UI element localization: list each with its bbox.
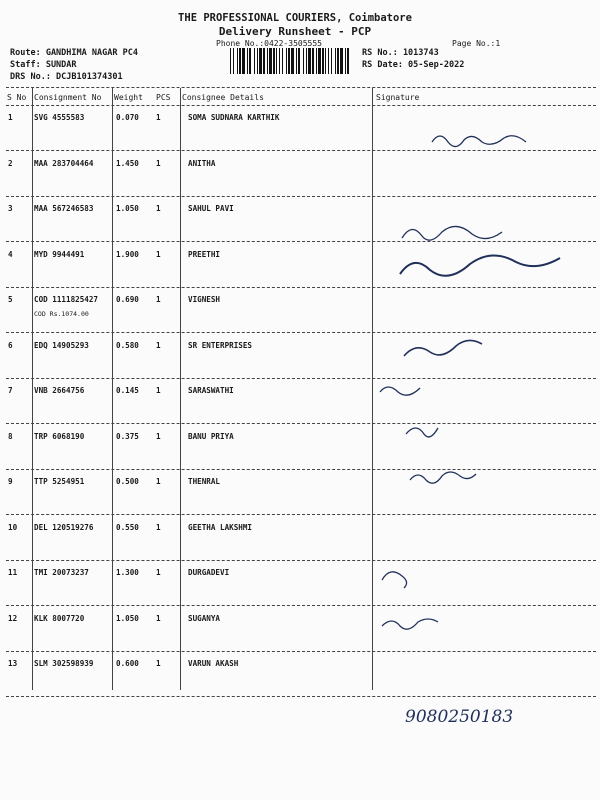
staff-label: Staff: SUNDAR <box>10 60 77 70</box>
barcode <box>230 48 355 74</box>
col-consignee: Consignee Details <box>182 93 264 102</box>
barcode-bar <box>279 48 280 74</box>
row-consignee: VARUN AKASH <box>188 659 239 668</box>
page-number: Page No.:1 <box>452 39 501 48</box>
barcode-bar <box>291 48 294 74</box>
barcode-bar <box>312 48 314 74</box>
rs-number: RS No.: 1013743 <box>362 48 439 58</box>
row-pcs: 1 <box>156 522 161 532</box>
column-line <box>112 88 113 690</box>
company-title: THE PROFESSIONAL COURIERS, Coimbatore <box>178 12 412 24</box>
barcode-bar <box>230 48 231 74</box>
row-pcs: 1 <box>156 568 161 577</box>
row-sno: 13 <box>8 659 18 668</box>
phone-number: Phone No.:0422-3505555 <box>216 39 322 48</box>
row-sno: 11 <box>8 568 18 577</box>
barcode-bar <box>263 48 265 74</box>
col-weight: Weight <box>114 93 143 102</box>
barcode-bar <box>269 48 272 74</box>
row-consignment: MYD 9944491 <box>34 249 85 259</box>
col-pcs: PCS <box>156 93 171 102</box>
col-sno: S No <box>7 93 27 102</box>
row-pcs: 1 <box>156 113 161 122</box>
barcode-bar <box>254 48 255 74</box>
row-consignment: TMI 20073237 <box>34 568 89 577</box>
row-pcs: 1 <box>156 204 161 213</box>
signature-10-name: Geetha Lakshmi <box>382 539 514 558</box>
barcode-bar <box>298 48 300 74</box>
scribble <box>432 136 526 147</box>
barcode-bar <box>247 48 248 74</box>
barcode-bar <box>306 48 307 74</box>
row-weight: 1.300 <box>116 568 139 577</box>
signature-3: 9629889250 <box>462 210 552 226</box>
barcode-bar <box>267 48 268 74</box>
column-line <box>180 88 181 690</box>
signature-12: 8940008764 <box>400 630 490 646</box>
barcode-bar <box>276 48 277 74</box>
row-sno: 10 <box>8 522 18 532</box>
scribble <box>404 340 482 356</box>
scribble <box>380 387 420 395</box>
row-weight: 0.580 <box>116 340 139 350</box>
row-consignee: SUGANYA <box>188 613 221 623</box>
row-consignment: MAA 567246583 <box>34 204 94 213</box>
barcode-bar <box>286 48 287 74</box>
barcode-bar <box>345 48 346 74</box>
row-sno: 12 <box>8 613 18 623</box>
divider <box>6 87 596 88</box>
signature-6: 9786662026 <box>462 341 526 352</box>
row-consignment: KLK 8007720 <box>34 613 85 623</box>
row-sno: 2 <box>8 158 13 168</box>
row-consignee: VIGNESH <box>188 295 221 304</box>
barcode-bar <box>337 48 339 74</box>
signature-2-name: Anitha <box>386 161 453 185</box>
barcode-bar <box>347 48 349 74</box>
row-consignment: SLM 302598939 <box>34 659 94 668</box>
signature-8: 9003646662 <box>458 438 548 454</box>
signature-10-phone: 97906 27632 <box>424 515 538 535</box>
row-sno: 1 <box>8 113 13 122</box>
signature-11: 05/09/22 - 8056358746 <box>412 573 554 587</box>
barcode-bar <box>242 48 245 74</box>
row-pcs: 1 <box>156 431 161 441</box>
row-pcs: 1 <box>156 386 161 395</box>
route-label: Route: GANDHIMA NAGAR PC4 <box>10 48 138 58</box>
runsheet-title: Delivery Runsheet - PCP <box>218 25 372 38</box>
row-sno: 8 <box>8 431 13 441</box>
row-weight: 0.600 <box>116 659 139 668</box>
row-weight: 0.145 <box>116 386 139 395</box>
row-consignment: COD 1111825427 <box>34 295 99 304</box>
barcode-bar <box>273 48 275 74</box>
drs-number: DRS No.: DCJB101374301 <box>10 72 123 82</box>
footer-phone: 9080250183 <box>405 707 514 727</box>
barcode-bar <box>249 48 251 74</box>
signature-5: R. Hey 9629922696 <box>382 304 524 320</box>
row-pcs: 1 <box>156 613 161 623</box>
row-consignment: DEL 120519276 <box>34 522 94 532</box>
row-consignee: SR ENTERPRISES <box>188 340 253 350</box>
scribble <box>402 226 502 240</box>
row-weight: 1.050 <box>116 613 139 623</box>
signature-2-phone: 9056035198 <box>440 178 536 196</box>
row-pcs: 1 <box>156 659 161 668</box>
row-pcs: 1 <box>156 340 161 350</box>
signature-9: 9003317879 <box>424 482 514 498</box>
row-pcs: 1 <box>156 158 161 168</box>
row-consignment: MAA 283704464 <box>34 158 94 168</box>
barcode-bar <box>316 48 317 74</box>
row-sno: 5 <box>8 295 13 304</box>
row-consignee: BANU PRIYA <box>188 431 234 441</box>
col-signature: Signature <box>376 93 420 102</box>
signature-13: S Raj <box>386 657 440 681</box>
row-consignee: DURGADEVI <box>188 568 230 577</box>
barcode-bar <box>335 48 336 74</box>
row-consignment: TRP 6068190 <box>34 431 85 441</box>
barcode-bar <box>233 48 234 74</box>
scribble <box>400 255 560 275</box>
row-consignment: SVG 4555583 <box>34 113 85 122</box>
rs-date: RS Date: 05-Sep-2022 <box>362 60 465 70</box>
row-cod-amount: COD Rs.1074.00 <box>34 310 89 318</box>
column-line <box>32 88 33 690</box>
row-consignment: TTP 5254951 <box>34 477 85 486</box>
row-pcs: 1 <box>156 249 161 259</box>
barcode-bar <box>325 48 326 74</box>
row-consignee: PREETHI <box>188 249 221 259</box>
barcode-bar <box>239 48 241 74</box>
row-weight: 0.690 <box>116 295 139 304</box>
scribble <box>382 619 438 629</box>
signature-7: 9791908054 <box>448 401 531 416</box>
barcode-bar <box>259 48 262 74</box>
barcode-bar <box>340 48 343 74</box>
row-consignment: VNB 2664756 <box>34 386 85 395</box>
col-consignment: Consignment No <box>34 93 102 102</box>
signature-1: 9003159627 <box>434 113 543 133</box>
row-sno: 9 <box>8 477 13 486</box>
row-weight: 1.050 <box>116 204 139 213</box>
row-consignee: THENRAL <box>188 477 221 486</box>
barcode-bar <box>331 48 332 74</box>
barcode-bar <box>328 48 329 74</box>
row-consignee: SAHUL PAVI <box>188 204 234 213</box>
row-consignment: EDQ 14905293 <box>34 340 89 350</box>
row-sno: 7 <box>8 386 13 395</box>
barcode-bar <box>322 48 324 74</box>
barcode-bar <box>303 48 304 74</box>
signature-area <box>372 104 594 724</box>
barcode-bar <box>288 48 290 74</box>
barcode-bar <box>318 48 321 74</box>
row-weight: 1.450 <box>116 158 139 168</box>
scribble <box>406 428 438 437</box>
barcode-bar <box>308 48 311 74</box>
row-weight: 0.550 <box>116 522 139 532</box>
row-weight: 0.375 <box>116 431 139 441</box>
row-consignee: SOMA SUDNARA KARTHIK <box>188 113 280 122</box>
barcode-bar <box>257 48 258 74</box>
barcode-bar <box>282 48 283 74</box>
row-consignee: ANITHA <box>188 158 216 168</box>
row-weight: 0.070 <box>116 113 139 122</box>
row-weight: 0.500 <box>116 477 139 486</box>
scribble <box>410 472 476 483</box>
row-weight: 1.900 <box>116 249 139 259</box>
row-consignee: SARASWATHI <box>188 386 234 395</box>
footer-signature <box>395 700 555 730</box>
barcode-bar <box>237 48 238 74</box>
barcode-bar <box>296 48 297 74</box>
row-pcs: 1 <box>156 295 161 304</box>
row-consignee: GEETHA LAKSHMI <box>188 522 253 532</box>
row-sno: 4 <box>8 249 13 259</box>
row-sno: 3 <box>8 204 13 213</box>
row-pcs: 1 <box>156 477 161 486</box>
row-sno: 6 <box>8 340 13 350</box>
scribble <box>382 572 407 588</box>
